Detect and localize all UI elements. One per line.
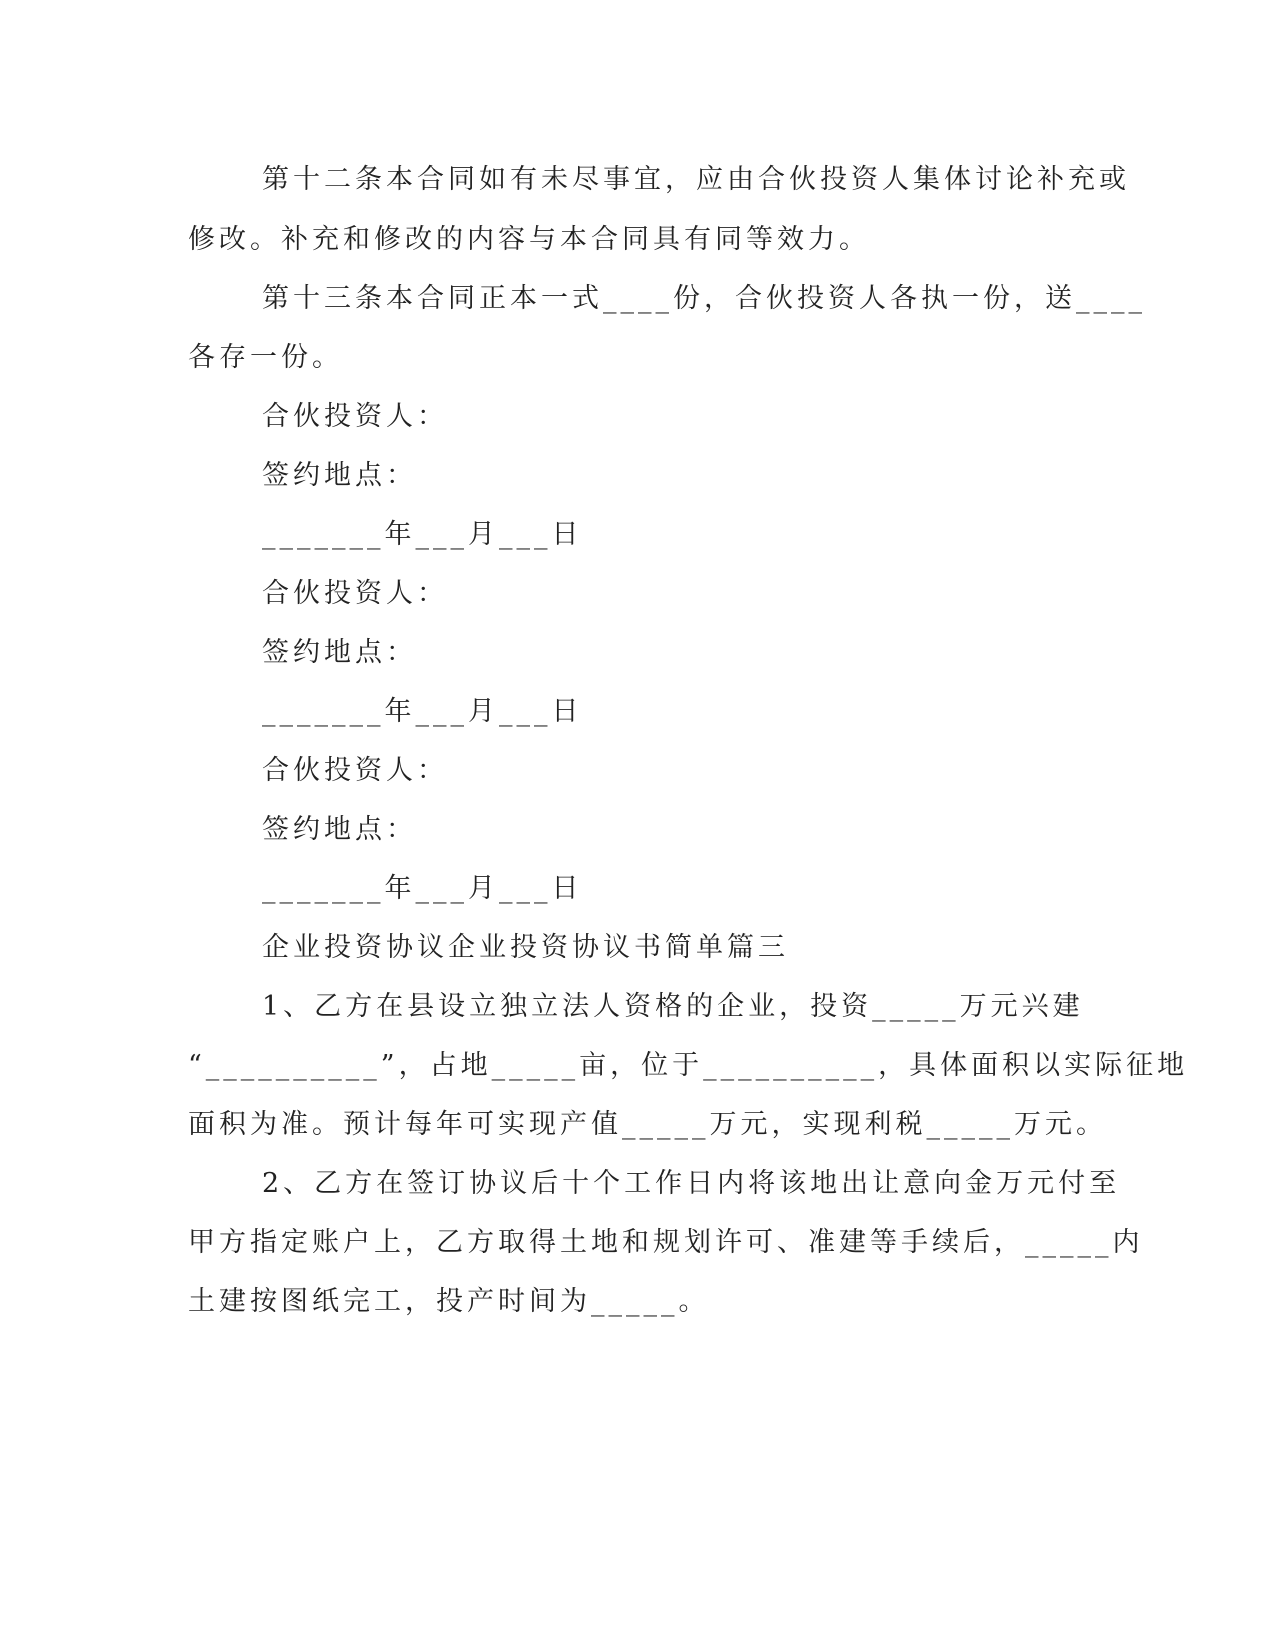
signing-place-label-1: 签约地点： — [262, 460, 417, 491]
item-2-line-3: 土建按图纸完工，投产时间为_____。 — [188, 1286, 710, 1317]
signing-place-label-2: 签约地点： — [262, 637, 417, 668]
item-1-line-3: 面积为准。预计每年可实现产值_____万元，实现利税_____万元。 — [188, 1109, 1107, 1140]
clause-12-line-2: 修改。补充和修改的内容与本合同具有同等效力。 — [188, 224, 870, 255]
item-2-line-2: 甲方指定账户上，乙方取得土地和规划许可、准建等手续后，_____内 — [188, 1227, 1144, 1258]
item-1-line-1: 1、乙方在县设立独立法人资格的企业，投资_____万元兴建 — [262, 991, 1084, 1022]
clause-13-line-2: 各存一份。 — [188, 342, 343, 373]
date-line-1: _______年___月___日 — [262, 519, 583, 550]
item-1-line-2: “__________”，占地_____亩，位于__________，具体面积以实际征地 — [188, 1050, 1189, 1081]
section-heading: 企业投资协议企业投资协议书简单篇三 — [262, 932, 789, 963]
clause-13-line-1: 第十三条本合同正本一式____份，合伙投资人各执一份，送____ — [262, 283, 1146, 314]
partner-label-1: 合伙投资人： — [262, 401, 448, 432]
partner-label-2: 合伙投资人： — [262, 578, 448, 609]
date-line-3: _______年___月___日 — [262, 873, 583, 904]
signing-place-label-3: 签约地点： — [262, 814, 417, 845]
partner-label-3: 合伙投资人： — [262, 755, 448, 786]
date-line-2: _______年___月___日 — [262, 696, 583, 727]
item-2-line-1: 2、乙方在签订协议后十个工作日内将该地出让意向金万元付至 — [262, 1168, 1121, 1199]
clause-12-line-1: 第十二条本合同如有未尽事宜，应由合伙投资人集体讨论补充或 — [262, 164, 1130, 195]
